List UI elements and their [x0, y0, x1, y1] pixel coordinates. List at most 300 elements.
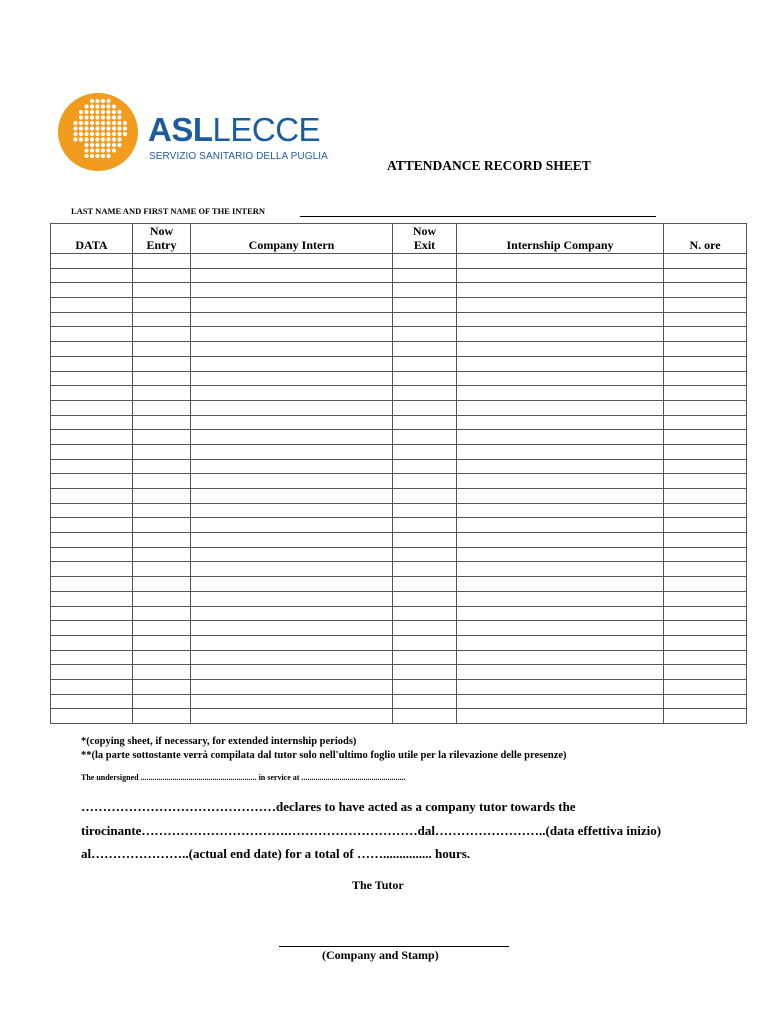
table-row [51, 665, 747, 680]
table-cell[interactable] [133, 254, 191, 269]
logo-dot [84, 115, 88, 119]
table-cell[interactable] [393, 562, 457, 577]
table-cell[interactable] [133, 283, 191, 298]
table-cell[interactable] [664, 474, 747, 489]
table-cell[interactable] [393, 400, 457, 415]
table-cell[interactable] [191, 430, 393, 445]
table-cell[interactable] [133, 430, 191, 445]
table-row [51, 386, 747, 401]
table-cell[interactable] [191, 386, 393, 401]
logo-dot [95, 110, 99, 114]
table-cell[interactable] [457, 430, 664, 445]
table-cell[interactable] [664, 577, 747, 592]
table-cell[interactable] [133, 562, 191, 577]
logo-dot [90, 137, 94, 141]
asl-lecce-logo [58, 93, 328, 173]
logo-dot [106, 143, 110, 147]
table-cell[interactable] [393, 503, 457, 518]
table-cell[interactable] [133, 635, 191, 650]
table-cell[interactable] [664, 254, 747, 269]
table-row [51, 268, 747, 283]
table-cell[interactable] [191, 635, 393, 650]
table-cell[interactable] [51, 562, 133, 577]
intern-name-line [300, 216, 656, 217]
table-cell[interactable] [51, 635, 133, 650]
table-cell[interactable] [191, 694, 393, 709]
table-cell[interactable] [457, 444, 664, 459]
table-cell[interactable] [133, 400, 191, 415]
table-cell[interactable] [664, 635, 747, 650]
logo-dot [106, 99, 110, 103]
table-row [51, 591, 747, 606]
table-cell[interactable] [51, 415, 133, 430]
table-cell[interactable] [191, 327, 393, 342]
logo-dot [117, 110, 121, 114]
logo-dot [106, 126, 110, 130]
declaration [81, 795, 661, 866]
table-cell[interactable] [457, 312, 664, 327]
column-header-internship-company: Internship Company [457, 224, 664, 254]
logo-dot [79, 132, 83, 136]
table-cell[interactable] [393, 386, 457, 401]
table-cell[interactable] [191, 444, 393, 459]
table-cell[interactable] [51, 665, 133, 680]
table-cell[interactable] [457, 562, 664, 577]
table-cell[interactable] [393, 709, 457, 724]
table-cell[interactable] [664, 400, 747, 415]
table-cell[interactable] [191, 518, 393, 533]
table-cell[interactable] [51, 283, 133, 298]
table-cell[interactable] [457, 327, 664, 342]
logo-dot [95, 121, 99, 125]
column-header-hours: N. ore [664, 224, 747, 254]
table-cell[interactable] [457, 547, 664, 562]
table-row [51, 327, 747, 342]
table-cell[interactable] [664, 503, 747, 518]
table-cell[interactable] [133, 371, 191, 386]
table-cell[interactable] [664, 268, 747, 283]
table-cell[interactable] [393, 694, 457, 709]
logo-dot [79, 110, 83, 114]
table-cell[interactable] [457, 503, 664, 518]
table-cell[interactable] [133, 577, 191, 592]
table-cell[interactable] [133, 474, 191, 489]
table-cell[interactable] [664, 709, 747, 724]
logo-dot [84, 121, 88, 125]
logo-dot [95, 137, 99, 141]
declaration-line-2: tirocinante…………………………….…………………………dal……………………..(data effettiva inizio) [81, 822, 662, 838]
table-cell[interactable] [51, 371, 133, 386]
table-cell[interactable] [393, 312, 457, 327]
table-cell[interactable] [664, 430, 747, 445]
table-cell[interactable] [457, 356, 664, 371]
table-cell[interactable] [393, 430, 457, 445]
table-cell[interactable] [457, 635, 664, 650]
table-cell[interactable] [393, 621, 457, 636]
logo-dot [112, 115, 116, 119]
logo-dot [84, 104, 88, 108]
table-cell[interactable] [51, 312, 133, 327]
table-cell[interactable] [133, 621, 191, 636]
table-cell[interactable] [133, 489, 191, 504]
attendance-table [50, 223, 747, 724]
table-cell[interactable] [133, 312, 191, 327]
table-cell[interactable] [133, 386, 191, 401]
logo-dot [101, 143, 105, 147]
footnotes [81, 735, 567, 763]
table-cell[interactable] [457, 474, 664, 489]
table-cell[interactable] [457, 415, 664, 430]
logo-dot [123, 121, 127, 125]
table-cell[interactable] [457, 709, 664, 724]
logo-dot [106, 115, 110, 119]
table-cell[interactable] [457, 268, 664, 283]
table-cell[interactable] [457, 591, 664, 606]
table-cell[interactable] [133, 606, 191, 621]
column-header-entry: Now Entry [133, 224, 191, 254]
column-header-company-intern: Company Intern [191, 224, 393, 254]
table-cell[interactable] [457, 665, 664, 680]
logo-dot [84, 126, 88, 130]
table-cell[interactable] [51, 606, 133, 621]
logo-dot [84, 154, 88, 158]
table-cell[interactable] [664, 444, 747, 459]
table-cell[interactable] [664, 547, 747, 562]
table-cell[interactable] [664, 386, 747, 401]
table-cell[interactable] [457, 254, 664, 269]
table-row [51, 371, 747, 386]
table-cell[interactable] [51, 577, 133, 592]
stamp-label: (Company and Stamp) [322, 948, 439, 962]
table-cell[interactable] [191, 547, 393, 562]
table-cell[interactable] [664, 283, 747, 298]
logo-dot [117, 115, 121, 119]
logo-dot [73, 137, 77, 141]
table-cell[interactable] [457, 606, 664, 621]
table-row [51, 356, 747, 371]
table-cell[interactable] [393, 444, 457, 459]
logo-dot [90, 132, 94, 136]
table-cell[interactable] [51, 298, 133, 313]
table-cell[interactable] [51, 342, 133, 357]
table-cell[interactable] [191, 606, 393, 621]
table-row [51, 694, 747, 709]
table-cell[interactable] [191, 400, 393, 415]
table-row [51, 283, 747, 298]
table-cell[interactable] [133, 503, 191, 518]
table-row [51, 474, 747, 489]
table-cell[interactable] [393, 533, 457, 548]
table-cell[interactable] [191, 562, 393, 577]
table-cell[interactable] [664, 533, 747, 548]
table-row [51, 415, 747, 430]
table-cell[interactable] [457, 621, 664, 636]
logo-dot [84, 110, 88, 114]
table-cell[interactable] [133, 709, 191, 724]
table-cell[interactable] [393, 356, 457, 371]
footnote-1: *(copying sheet, if necessary, for extended internship periods) [81, 736, 357, 747]
table-cell[interactable] [191, 474, 393, 489]
table-cell[interactable] [393, 298, 457, 313]
table-cell[interactable] [457, 577, 664, 592]
table-cell[interactable] [51, 474, 133, 489]
logo-dot [90, 148, 94, 152]
table-cell[interactable] [457, 459, 664, 474]
table-cell[interactable] [664, 371, 747, 386]
table-cell[interactable] [191, 312, 393, 327]
declaration-line-1: ………………………………………declares to have acted as a company tutor towards the [81, 799, 576, 814]
table-cell[interactable] [664, 694, 747, 709]
table-row [51, 518, 747, 533]
table-cell[interactable] [664, 518, 747, 533]
table-cell[interactable] [191, 459, 393, 474]
table-row [51, 621, 747, 636]
table-cell[interactable] [51, 503, 133, 518]
logo-dot [79, 115, 83, 119]
logo-dot [90, 121, 94, 125]
table-row [51, 562, 747, 577]
table-cell[interactable] [457, 679, 664, 694]
table-cell[interactable] [393, 547, 457, 562]
table-cell[interactable] [457, 283, 664, 298]
logo-dot [95, 143, 99, 147]
table-cell[interactable] [393, 606, 457, 621]
table-cell[interactable] [664, 298, 747, 313]
table-cell[interactable] [664, 312, 747, 327]
table-cell[interactable] [133, 650, 191, 665]
table-cell[interactable] [393, 459, 457, 474]
table-cell[interactable] [664, 650, 747, 665]
logo-dot [79, 121, 83, 125]
logo-dot [79, 137, 83, 141]
logo-dot [117, 132, 121, 136]
table-row [51, 650, 747, 665]
table-cell[interactable] [191, 298, 393, 313]
table-cell[interactable] [457, 489, 664, 504]
table-cell[interactable] [457, 386, 664, 401]
table-cell[interactable] [191, 356, 393, 371]
table-cell[interactable] [393, 650, 457, 665]
table-cell[interactable] [457, 371, 664, 386]
table-cell[interactable] [133, 694, 191, 709]
table-row [51, 430, 747, 445]
table-cell[interactable] [191, 577, 393, 592]
logo-wordmark: ASLLECCE [148, 111, 321, 148]
table-cell[interactable] [457, 342, 664, 357]
undersigned-line: The undersigned .......................................................... in service at .................................................... [81, 773, 406, 782]
table-row [51, 312, 747, 327]
table-cell[interactable] [51, 694, 133, 709]
table-cell[interactable] [393, 283, 457, 298]
table-cell[interactable] [191, 342, 393, 357]
table-cell[interactable] [191, 254, 393, 269]
table-cell[interactable] [457, 400, 664, 415]
column-header-data: DATA [51, 224, 133, 254]
logo-dot [106, 121, 110, 125]
logo-dot [117, 143, 121, 147]
table-cell[interactable] [664, 606, 747, 621]
table-cell[interactable] [51, 400, 133, 415]
logo-dot [101, 99, 105, 103]
table-cell[interactable] [133, 342, 191, 357]
table-cell[interactable] [664, 679, 747, 694]
logo-dot [79, 126, 83, 130]
table-cell[interactable] [51, 533, 133, 548]
table-row [51, 533, 747, 548]
table-cell[interactable] [133, 518, 191, 533]
table-cell[interactable] [51, 327, 133, 342]
table-cell[interactable] [664, 562, 747, 577]
table-cell[interactable] [133, 679, 191, 694]
declaration-line-3: al…………………..(actual end date) for a total of ……............... hours. [81, 846, 471, 861]
table-cell[interactable] [133, 298, 191, 313]
table-cell[interactable] [51, 268, 133, 283]
table-cell[interactable] [393, 371, 457, 386]
logo-dot [112, 104, 116, 108]
table-cell[interactable] [191, 650, 393, 665]
table-cell[interactable] [393, 518, 457, 533]
table-cell[interactable] [457, 533, 664, 548]
logo-dot [95, 104, 99, 108]
logo-dot [90, 143, 94, 147]
logo-dot [101, 115, 105, 119]
table-cell[interactable] [51, 547, 133, 562]
table-cell[interactable] [191, 591, 393, 606]
table-cell[interactable] [393, 577, 457, 592]
logo-dot [101, 126, 105, 130]
table-cell[interactable] [457, 694, 664, 709]
table-row [51, 400, 747, 415]
table-cell[interactable] [664, 356, 747, 371]
table-cell[interactable] [133, 356, 191, 371]
table-cell[interactable] [457, 518, 664, 533]
table-row [51, 342, 747, 357]
table-cell[interactable] [393, 415, 457, 430]
table-cell[interactable] [664, 665, 747, 680]
logo-dot [117, 137, 121, 141]
logo-dot [90, 126, 94, 130]
table-cell[interactable] [393, 327, 457, 342]
logo-dot [106, 110, 110, 114]
logo-dot [84, 132, 88, 136]
logo-dot [101, 137, 105, 141]
tutor-label: The Tutor [352, 878, 404, 892]
table-cell[interactable] [664, 415, 747, 430]
table-cell[interactable] [133, 415, 191, 430]
logo-dot [117, 121, 121, 125]
table-cell[interactable] [191, 283, 393, 298]
table-row [51, 709, 747, 724]
logo-dot [106, 148, 110, 152]
table-row [51, 547, 747, 562]
table-cell[interactable] [133, 665, 191, 680]
table-cell[interactable] [191, 621, 393, 636]
logo-dot [73, 126, 77, 130]
logo-dot [112, 121, 116, 125]
table-cell[interactable] [51, 489, 133, 504]
table-cell[interactable] [393, 268, 457, 283]
table-cell[interactable] [51, 650, 133, 665]
table-cell[interactable] [457, 650, 664, 665]
table-cell[interactable] [664, 459, 747, 474]
logo-dot [101, 154, 105, 158]
table-cell[interactable] [133, 268, 191, 283]
table-cell[interactable] [393, 591, 457, 606]
table-cell[interactable] [457, 298, 664, 313]
table-cell[interactable] [191, 665, 393, 680]
table-cell[interactable] [191, 371, 393, 386]
table-cell[interactable] [393, 679, 457, 694]
table-cell[interactable] [133, 327, 191, 342]
logo-dot [90, 104, 94, 108]
table-cell[interactable] [393, 474, 457, 489]
table-cell[interactable] [191, 415, 393, 430]
table-cell[interactable] [393, 254, 457, 269]
logo-dot [84, 148, 88, 152]
table-cell[interactable] [664, 327, 747, 342]
table-cell[interactable] [664, 489, 747, 504]
logo-dot [95, 148, 99, 152]
logo-dot [101, 148, 105, 152]
table-cell[interactable] [393, 489, 457, 504]
logo-dot [117, 126, 121, 130]
logo-dot [101, 110, 105, 114]
logo-dot [101, 132, 105, 136]
table-cell[interactable] [191, 533, 393, 548]
table-row [51, 635, 747, 650]
table-cell[interactable] [191, 709, 393, 724]
table-cell[interactable] [191, 489, 393, 504]
table-cell[interactable] [51, 518, 133, 533]
table-cell[interactable] [51, 444, 133, 459]
table-cell[interactable] [191, 268, 393, 283]
table-cell[interactable] [51, 430, 133, 445]
table-cell[interactable] [133, 533, 191, 548]
logo-dot [106, 132, 110, 136]
table-cell[interactable] [393, 635, 457, 650]
logo-dot [112, 148, 116, 152]
table-cell[interactable] [393, 665, 457, 680]
table-cell[interactable] [393, 342, 457, 357]
page-title: ATTENDANCE RECORD SHEET [387, 158, 591, 173]
table-cell[interactable] [133, 591, 191, 606]
logo-dot [112, 143, 116, 147]
table-cell[interactable] [664, 591, 747, 606]
table-cell[interactable] [664, 342, 747, 357]
table-cell[interactable] [51, 679, 133, 694]
table-cell[interactable] [133, 547, 191, 562]
table-cell[interactable] [133, 459, 191, 474]
logo-dot [101, 121, 105, 125]
logo-dot [84, 137, 88, 141]
table-cell[interactable] [51, 459, 133, 474]
table-cell[interactable] [51, 709, 133, 724]
column-header-exit: Now Exit [393, 224, 457, 254]
table-cell[interactable] [191, 679, 393, 694]
logo-dot [101, 104, 105, 108]
table-cell[interactable] [51, 386, 133, 401]
table-cell[interactable] [51, 591, 133, 606]
table-cell[interactable] [133, 444, 191, 459]
table-cell[interactable] [51, 621, 133, 636]
table-cell[interactable] [664, 621, 747, 636]
table-row [51, 459, 747, 474]
table-row [51, 254, 747, 269]
table-cell[interactable] [191, 503, 393, 518]
table-cell[interactable] [51, 254, 133, 269]
table-cell[interactable] [51, 356, 133, 371]
logo-dot [123, 126, 127, 130]
